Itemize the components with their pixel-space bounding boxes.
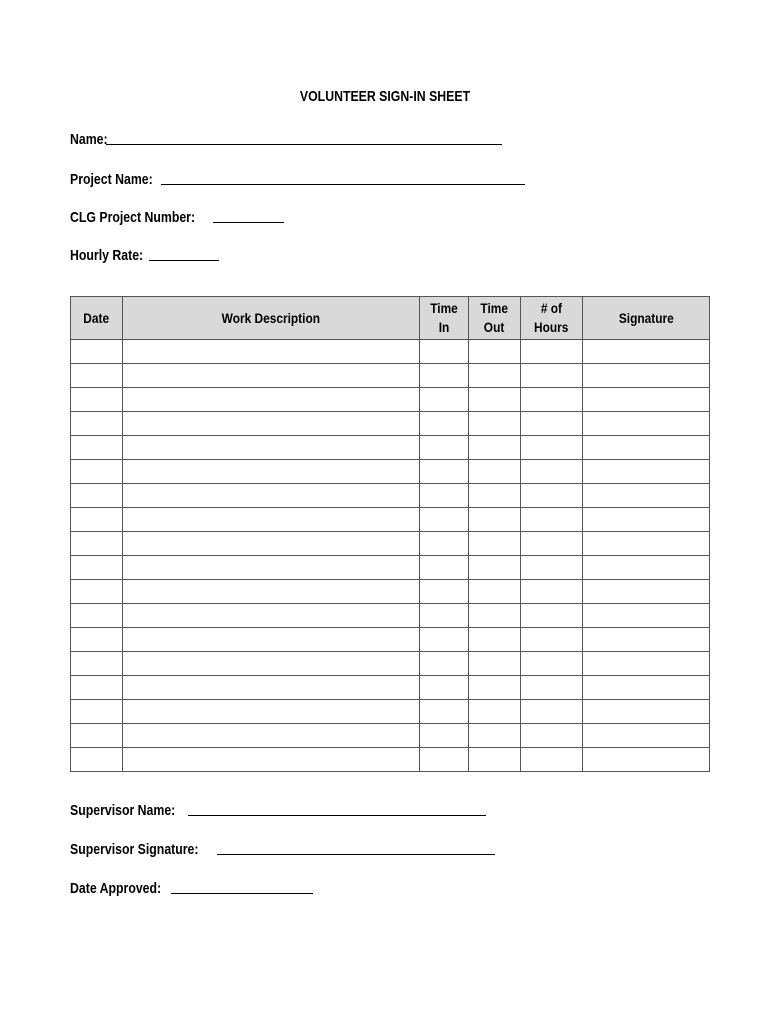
cell-time-in[interactable] (420, 364, 469, 388)
header-hours: # of Hours (521, 297, 583, 340)
cell-work-description[interactable] (123, 340, 420, 364)
name-input-line[interactable] (106, 143, 502, 145)
cell-time-out[interactable] (469, 532, 521, 556)
cell-time-out[interactable] (469, 724, 521, 748)
cell-work-description[interactable] (123, 436, 420, 460)
cell-time-in[interactable] (420, 388, 469, 412)
cell-date[interactable] (71, 484, 123, 508)
cell-work-description[interactable] (123, 652, 420, 676)
page-title: VOLUNTEER SIGN-IN SHEET (299, 88, 471, 105)
cell-hours[interactable] (521, 532, 583, 556)
project-name-input-line[interactable] (161, 183, 525, 185)
cell-hours[interactable] (521, 604, 583, 628)
cell-date[interactable] (71, 652, 123, 676)
cell-time-out[interactable] (469, 748, 521, 772)
cell-work-description[interactable] (123, 388, 420, 412)
cell-signature[interactable] (583, 628, 710, 652)
cell-hours[interactable] (521, 484, 583, 508)
cell-signature[interactable] (583, 388, 710, 412)
cell-date[interactable] (71, 580, 123, 604)
table-row (71, 436, 710, 460)
cell-hours[interactable] (521, 580, 583, 604)
cell-work-description[interactable] (123, 412, 420, 436)
header-work-description: Work Description (123, 297, 420, 340)
cell-work-description[interactable] (123, 748, 420, 772)
cell-signature[interactable] (583, 340, 710, 364)
table-header-row (71, 297, 710, 340)
cell-date[interactable] (71, 748, 123, 772)
supervisor-signature-input-line[interactable] (217, 853, 495, 855)
cell-time-out[interactable] (469, 676, 521, 700)
cell-signature[interactable] (583, 748, 710, 772)
cell-hours[interactable] (521, 436, 583, 460)
cell-work-description[interactable] (123, 532, 420, 556)
cell-hours[interactable] (521, 340, 583, 364)
cell-signature[interactable] (583, 508, 710, 532)
cell-date[interactable] (71, 412, 123, 436)
cell-work-description[interactable] (123, 724, 420, 748)
cell-date[interactable] (71, 532, 123, 556)
table-row (71, 484, 710, 508)
date-approved-label: Date Approved: (70, 880, 162, 897)
name-field (70, 126, 502, 148)
header-date: Date (71, 297, 123, 340)
cell-work-description[interactable] (123, 508, 420, 532)
cell-signature[interactable] (583, 580, 710, 604)
cell-work-description[interactable] (123, 676, 420, 700)
cell-time-out[interactable] (469, 340, 521, 364)
cell-signature[interactable] (583, 412, 710, 436)
cell-hours[interactable] (521, 556, 583, 580)
cell-hours[interactable] (521, 628, 583, 652)
project-name-field (70, 166, 525, 188)
cell-hours[interactable] (521, 652, 583, 676)
hourly-rate-label: Hourly Rate: (70, 247, 144, 264)
table-row (71, 628, 710, 652)
cell-hours[interactable] (521, 724, 583, 748)
table-row (71, 460, 710, 484)
cell-signature[interactable] (583, 532, 710, 556)
cell-hours[interactable] (521, 364, 583, 388)
table-row (71, 652, 710, 676)
cell-time-out[interactable] (469, 652, 521, 676)
cell-time-out[interactable] (469, 436, 521, 460)
header-time-in: Time In (420, 297, 469, 340)
cell-time-out[interactable] (469, 412, 521, 436)
clg-project-number-input-line[interactable] (213, 221, 284, 223)
cell-time-out[interactable] (469, 580, 521, 604)
cell-time-out[interactable] (469, 364, 521, 388)
volunteer-log-table (70, 296, 710, 772)
cell-work-description[interactable] (123, 364, 420, 388)
supervisor-name-field (70, 797, 486, 819)
cell-signature[interactable] (583, 604, 710, 628)
table-row (71, 580, 710, 604)
supervisor-name-label: Supervisor Name: (70, 802, 176, 819)
cell-work-description[interactable] (123, 484, 420, 508)
cell-work-description[interactable] (123, 628, 420, 652)
date-approved-input-line[interactable] (171, 892, 313, 894)
cell-time-in[interactable] (420, 724, 469, 748)
cell-time-out[interactable] (469, 508, 521, 532)
cell-time-out[interactable] (469, 604, 521, 628)
cell-hours[interactable] (521, 460, 583, 484)
cell-signature[interactable] (583, 460, 710, 484)
hourly-rate-input-line[interactable] (149, 259, 219, 261)
table-row (71, 388, 710, 412)
cell-time-in[interactable] (420, 508, 469, 532)
cell-date[interactable] (71, 604, 123, 628)
cell-time-in[interactable] (420, 484, 469, 508)
cell-time-in[interactable] (420, 436, 469, 460)
cell-time-in[interactable] (420, 628, 469, 652)
table-row (71, 604, 710, 628)
cell-signature[interactable] (583, 724, 710, 748)
cell-date[interactable] (71, 340, 123, 364)
cell-signature[interactable] (583, 676, 710, 700)
header-time-out: Time Out (469, 297, 521, 340)
cell-signature[interactable] (583, 364, 710, 388)
cell-signature[interactable] (583, 700, 710, 724)
cell-time-in[interactable] (420, 532, 469, 556)
cell-date[interactable] (71, 388, 123, 412)
cell-time-in[interactable] (420, 700, 469, 724)
cell-time-out[interactable] (469, 556, 521, 580)
cell-time-in[interactable] (420, 340, 469, 364)
cell-hours[interactable] (521, 700, 583, 724)
cell-signature[interactable] (583, 652, 710, 676)
cell-date[interactable] (71, 628, 123, 652)
cell-time-out[interactable] (469, 700, 521, 724)
table-row (71, 532, 710, 556)
project-name-label: Project Name: (70, 171, 153, 188)
cell-hours[interactable] (521, 508, 583, 532)
cell-hours[interactable] (521, 676, 583, 700)
cell-date[interactable] (71, 508, 123, 532)
cell-work-description[interactable] (123, 556, 420, 580)
cell-work-description[interactable] (123, 460, 420, 484)
cell-time-in[interactable] (420, 652, 469, 676)
table-row (71, 556, 710, 580)
supervisor-signature-field (70, 836, 495, 858)
cell-signature[interactable] (583, 436, 710, 460)
cell-signature[interactable] (583, 556, 710, 580)
header-signature: Signature (583, 297, 710, 340)
cell-time-in[interactable] (420, 460, 469, 484)
cell-time-in[interactable] (420, 556, 469, 580)
cell-date[interactable] (71, 676, 123, 700)
cell-hours[interactable] (521, 388, 583, 412)
table-row (71, 508, 710, 532)
table-row (71, 700, 710, 724)
table-row (71, 676, 710, 700)
cell-work-description[interactable] (123, 580, 420, 604)
supervisor-name-input-line[interactable] (188, 814, 486, 816)
cell-time-in[interactable] (420, 604, 469, 628)
table-row (71, 724, 710, 748)
clg-project-number-label: CLG Project Number: (70, 209, 196, 226)
cell-hours[interactable] (521, 412, 583, 436)
cell-date[interactable] (71, 364, 123, 388)
hourly-rate-field (70, 242, 219, 264)
cell-date[interactable] (71, 700, 123, 724)
clg-project-number-field (70, 204, 284, 226)
cell-date[interactable] (71, 724, 123, 748)
cell-time-out[interactable] (469, 388, 521, 412)
table-body (71, 340, 710, 772)
table-row (71, 412, 710, 436)
cell-date[interactable] (71, 556, 123, 580)
table-row (71, 748, 710, 772)
cell-time-out[interactable] (469, 484, 521, 508)
cell-work-description[interactable] (123, 604, 420, 628)
table-row (71, 340, 710, 364)
name-label: Name: (70, 131, 108, 148)
table-row (71, 364, 710, 388)
date-approved-field (70, 875, 313, 897)
supervisor-signature-label: Supervisor Signature: (70, 841, 199, 858)
cell-signature[interactable] (583, 484, 710, 508)
cell-work-description[interactable] (123, 700, 420, 724)
cell-time-in[interactable] (420, 580, 469, 604)
cell-hours[interactable] (521, 748, 583, 772)
cell-date[interactable] (71, 436, 123, 460)
cell-time-in[interactable] (420, 676, 469, 700)
cell-time-out[interactable] (469, 628, 521, 652)
cell-date[interactable] (71, 460, 123, 484)
cell-time-out[interactable] (469, 460, 521, 484)
cell-time-in[interactable] (420, 412, 469, 436)
cell-time-in[interactable] (420, 748, 469, 772)
